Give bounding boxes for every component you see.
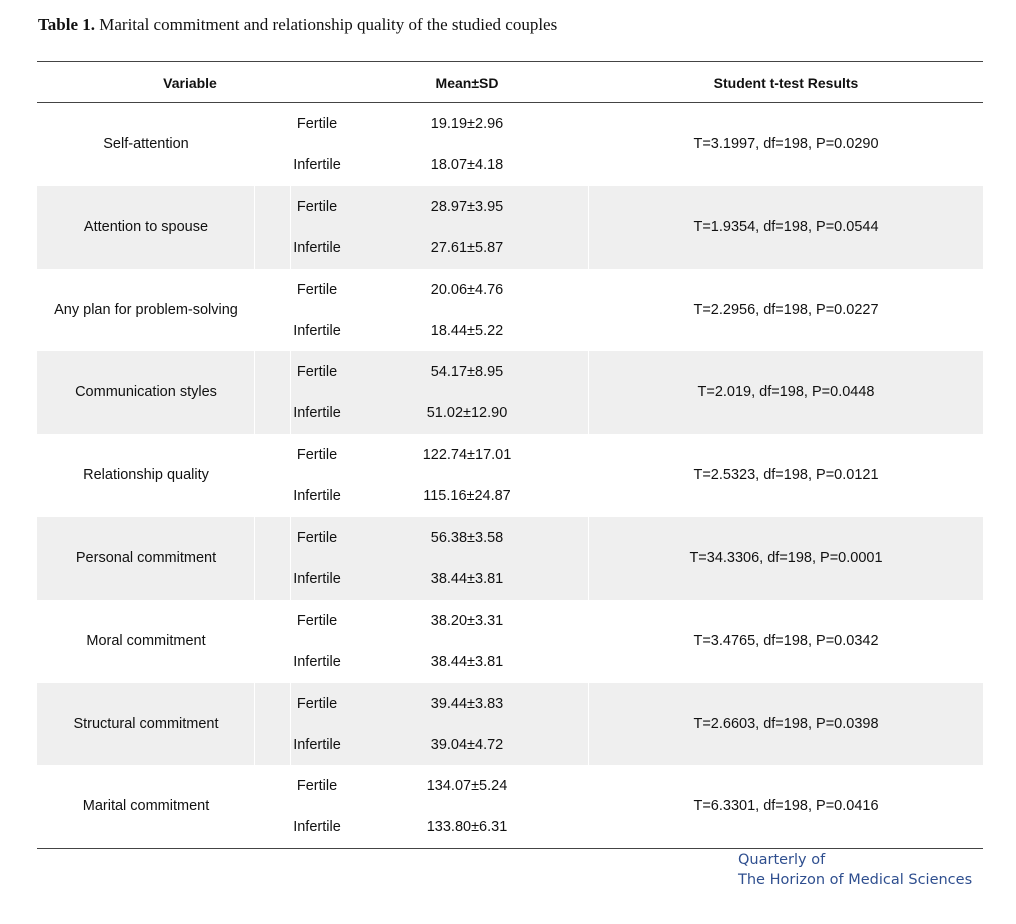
mean-fertile-cell: 134.07±5.24 xyxy=(426,778,508,795)
column-divider xyxy=(254,103,255,186)
column-divider xyxy=(588,351,589,434)
column-divider xyxy=(254,434,255,517)
group-infertile-cell: Infertile xyxy=(293,157,341,173)
t-test-result-cell: T=2.6603, df=198, P=0.0398 xyxy=(693,715,879,732)
table-caption-label: Table 1. xyxy=(38,15,96,34)
table-row xyxy=(37,765,983,848)
results-table xyxy=(37,61,983,849)
mean-infertile-cell: 27.61±5.87 xyxy=(430,239,504,256)
mean-fertile-cell: 39.44±3.83 xyxy=(430,695,504,712)
t-test-result-cell: T=2.5323, df=198, P=0.0121 xyxy=(693,467,879,484)
mean-infertile-cell: 51.02±12.90 xyxy=(426,405,508,422)
group-fertile-cell: Fertile xyxy=(296,364,338,381)
column-divider xyxy=(290,351,291,434)
table-row xyxy=(37,269,983,352)
group-fertile-cell: Fertile xyxy=(296,695,338,712)
column-divider xyxy=(290,269,291,352)
table-header xyxy=(37,62,983,103)
group-fertile-cell: Fertile xyxy=(296,778,338,795)
mean-fertile-cell: 20.06±4.76 xyxy=(430,281,504,298)
column-divider xyxy=(290,600,291,683)
group-infertile-cell: Infertile xyxy=(293,736,341,753)
t-test-result-cell: T=2.019, df=198, P=0.0448 xyxy=(697,384,875,401)
column-divider xyxy=(588,517,589,600)
column-divider xyxy=(254,600,255,683)
column-divider xyxy=(290,517,291,600)
mean-infertile-cell: 18.07±4.18 xyxy=(430,157,504,173)
column-divider xyxy=(290,765,291,848)
journal-brand-line1: Quarterly of xyxy=(738,852,826,868)
column-divider xyxy=(588,683,589,766)
column-divider xyxy=(588,186,589,269)
journal-brand xyxy=(738,850,972,890)
table-caption xyxy=(38,15,557,35)
mean-fertile-cell: 19.19±2.96 xyxy=(430,116,504,132)
mean-infertile-cell: 133.80±6.31 xyxy=(426,819,508,836)
variable-cell: Structural commitment xyxy=(73,715,219,732)
t-test-result-cell: T=2.2956, df=198, P=0.0227 xyxy=(693,301,879,318)
column-divider xyxy=(254,517,255,600)
group-fertile-cell: Fertile xyxy=(296,281,338,298)
header-mean-sd: Mean±SD xyxy=(435,75,499,91)
t-test-result-cell: T=34.3306, df=198, P=0.0001 xyxy=(689,549,883,566)
table-row xyxy=(37,517,983,600)
t-test-result-cell: T=6.3301, df=198, P=0.0416 xyxy=(693,798,879,815)
column-divider xyxy=(254,186,255,269)
group-infertile-cell: Infertile xyxy=(293,819,341,836)
column-divider xyxy=(290,103,291,186)
group-fertile-cell: Fertile xyxy=(296,198,338,215)
column-divider xyxy=(588,765,589,848)
t-test-result-cell: T=1.9354, df=198, P=0.0544 xyxy=(693,218,879,235)
table-row xyxy=(37,434,983,517)
table-caption-title: Marital commitment and relationship quality of the studied couples xyxy=(99,15,558,34)
table-row xyxy=(37,186,983,269)
mean-infertile-cell: 38.44±3.81 xyxy=(430,653,504,670)
column-divider xyxy=(290,683,291,766)
group-fertile-cell: Fertile xyxy=(296,447,338,464)
column-divider xyxy=(254,765,255,848)
group-fertile-cell: Fertile xyxy=(296,116,338,132)
variable-cell: Relationship quality xyxy=(83,467,209,484)
mean-fertile-cell: 28.97±3.95 xyxy=(430,198,504,215)
variable-cell: Personal commitment xyxy=(75,549,217,566)
table-row xyxy=(37,600,983,683)
table-row xyxy=(37,683,983,766)
column-divider xyxy=(254,269,255,352)
column-divider xyxy=(290,186,291,269)
group-infertile-cell: Infertile xyxy=(293,488,341,505)
group-infertile-cell: Infertile xyxy=(293,322,341,339)
column-divider xyxy=(588,103,589,186)
table-row xyxy=(37,103,983,186)
variable-cell: Attention to spouse xyxy=(83,218,209,235)
header-t-test-results: Student t-test Results xyxy=(713,75,859,91)
group-fertile-cell: Fertile xyxy=(296,612,338,629)
mean-infertile-cell: 39.04±4.72 xyxy=(430,736,504,753)
column-divider xyxy=(588,434,589,517)
t-test-result-cell: T=3.4765, df=198, P=0.0342 xyxy=(693,632,879,649)
group-infertile-cell: Infertile xyxy=(293,239,341,256)
group-fertile-cell: Fertile xyxy=(296,529,338,546)
mean-fertile-cell: 38.20±3.31 xyxy=(430,612,504,629)
t-test-result-cell: T=3.1997, df=198, P=0.0290 xyxy=(693,136,879,152)
mean-fertile-cell: 54.17±8.95 xyxy=(430,364,504,381)
table-body xyxy=(37,103,983,848)
column-divider xyxy=(290,434,291,517)
variable-cell: Any plan for problem-solving xyxy=(54,301,238,318)
mean-infertile-cell: 18.44±5.22 xyxy=(430,322,504,339)
mean-fertile-cell: 56.38±3.58 xyxy=(430,529,504,546)
header-variable: Variable xyxy=(163,75,217,91)
column-divider xyxy=(588,269,589,352)
variable-cell: Self-attention xyxy=(103,136,189,152)
variable-cell: Marital commitment xyxy=(82,798,210,815)
column-divider xyxy=(254,351,255,434)
mean-fertile-cell: 122.74±17.01 xyxy=(422,447,512,464)
group-infertile-cell: Infertile xyxy=(293,405,341,422)
table-row xyxy=(37,351,983,434)
column-divider xyxy=(254,683,255,766)
mean-infertile-cell: 38.44±3.81 xyxy=(430,570,504,587)
variable-cell: Communication styles xyxy=(75,384,217,401)
group-infertile-cell: Infertile xyxy=(293,653,341,670)
variable-cell: Moral commitment xyxy=(86,632,206,649)
mean-infertile-cell: 115.16±24.87 xyxy=(423,488,511,505)
group-infertile-cell: Infertile xyxy=(293,570,341,587)
journal-brand-line2: The Horizon of Medical Sciences xyxy=(738,872,973,888)
column-divider xyxy=(588,600,589,683)
